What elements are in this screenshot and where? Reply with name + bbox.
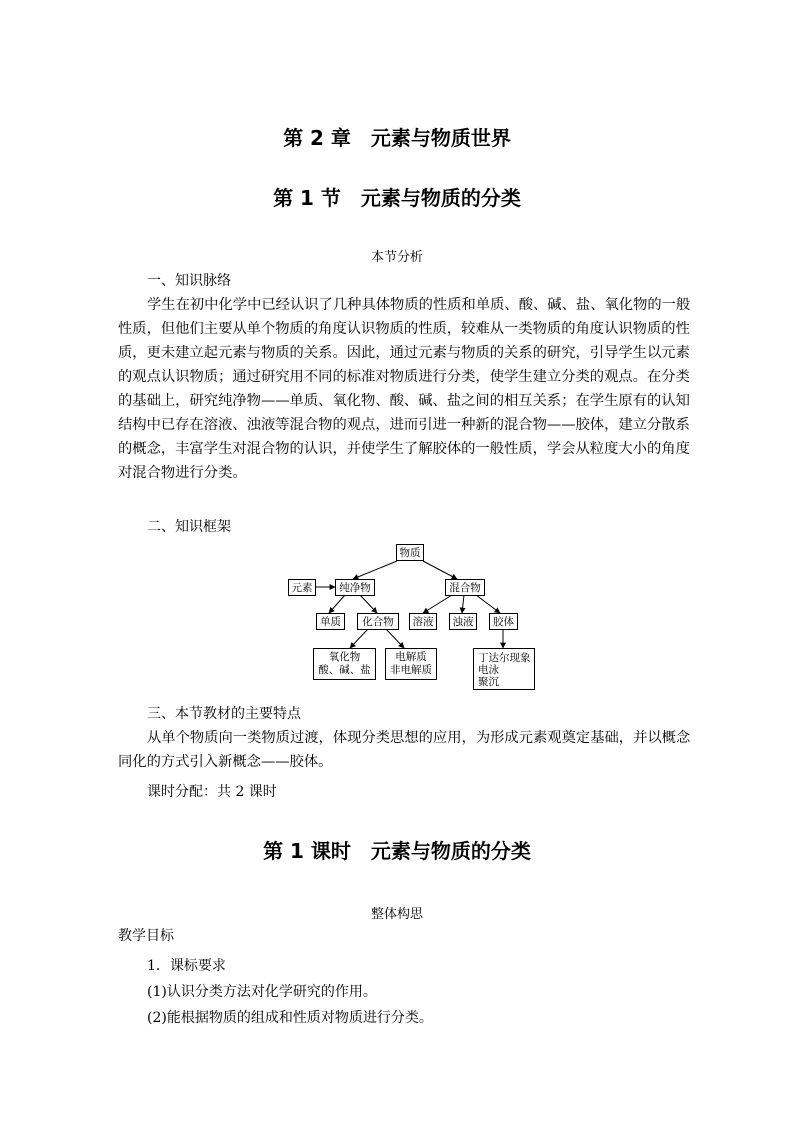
arrow-mixture-turbid [462,595,464,613]
chapter-title: 第 2 章 元素与物质世界 [283,126,511,150]
node-electrolyte-line1: 电解质 [395,651,427,663]
node-simple-substance: 单质 [316,613,345,630]
part3-line: 同化的方式引入新概念——胶体。 [118,754,333,770]
part1-line: 结构中已存在溶液、浊液等混合物的观点，进而引进一种新的混合物——胶体，建立分散系 [118,417,690,433]
node-mixture: 混合物 [445,579,485,596]
node-compound: 化合物 [357,613,399,630]
goals-item-1: 1．课标要求 [147,958,226,974]
node-oxides-line1: 氧化物 [328,651,361,663]
node-electrolyte-line2: 非电解质 [390,664,432,676]
node-electrolyte-nonelectrolyte [385,648,437,680]
arrow-mixture-colloid [476,595,500,613]
colloid-property-electrophoresis: 电泳 [478,664,499,676]
colloid-property-tyndall: 丁达尔现象 [478,652,531,664]
part1-line: 性质，但他们主要从单个物质的角度认识物质的性质，较难从一类物质的角度认识物质的性 [118,321,690,337]
colloid-property-coagulation: 聚沉 [478,676,499,688]
part3-heading: 三、本节教材的主要特点 [147,706,301,722]
node-element: 元素 [288,579,316,596]
node-matter: 物质 [396,544,424,561]
part1-heading: 一、知识脉络 [147,273,231,289]
part1-line: 质，更未建立起元素与物质的关系。因此，通过元素与物质的关系的研究，引导学生以元素 [118,345,690,361]
node-colloid: 胶体 [489,613,518,630]
part1-line: 对混合物进行分类。 [118,465,247,481]
teaching-goals-heading: 教学目标 [118,928,174,944]
class-hours: 课时分配：共 2 课时 [147,784,277,800]
node-turbid-liquid: 浊液 [449,613,477,630]
node-oxides-acids-bases-salts [313,648,376,680]
goals-subitem-1: (1)认识分类方法对化学研究的作用。 [147,984,377,1000]
part1-line: 的概念，丰富学生对混合物的认识，并使学生了解胶体的一般性质，学会从粒度大小的角度 [118,441,690,457]
part3-line: 从单个物质向一类物质过渡，体现分类思想的应用，为形成元素观奠定基础，并以概念 [147,730,691,746]
arrow-mixture-solution [423,595,452,613]
part2-heading: 二、知识框架 [147,519,231,535]
arrow-matter-pure [353,561,397,579]
arrow-compound-oxides [350,629,368,648]
node-pure-substance: 纯净物 [335,579,375,596]
arrow-pure-compound [360,595,377,613]
overall-idea-heading: 整体构思 [370,907,423,922]
node-oxides-line2: 酸、碱、盐 [318,664,371,676]
part1-line: 的观点认识物质；通过研究用不同的标准对物质进行分类，使学生建立分类的观点。在分类 [118,369,690,385]
part1-line: 学生在初中化学中已经认识了几种具体物质的性质和单质、酸、碱、盐、氧化物的一般 [147,297,691,313]
arrow-compound-electrolyte [386,629,404,648]
node-solution: 溶液 [409,613,437,630]
arrow-matter-mixture [423,561,457,579]
node-colloid-properties [473,648,535,690]
lesson-title: 第 1 课时 元素与物质的分类 [263,839,531,863]
section-title: 第 1 节 元素与物质的分类 [273,186,521,210]
section-analysis-heading: 本节分析 [370,250,423,265]
arrow-pure-simple [329,595,345,613]
part1-line: 的基础上，研究纯净物——单质、氧化物、酸、碱、盐之间的相互关系；在学生原有的认知 [118,393,690,409]
goals-subitem-2: (2)能根据物质的组成和性质对物质进行分类。 [147,1010,433,1026]
